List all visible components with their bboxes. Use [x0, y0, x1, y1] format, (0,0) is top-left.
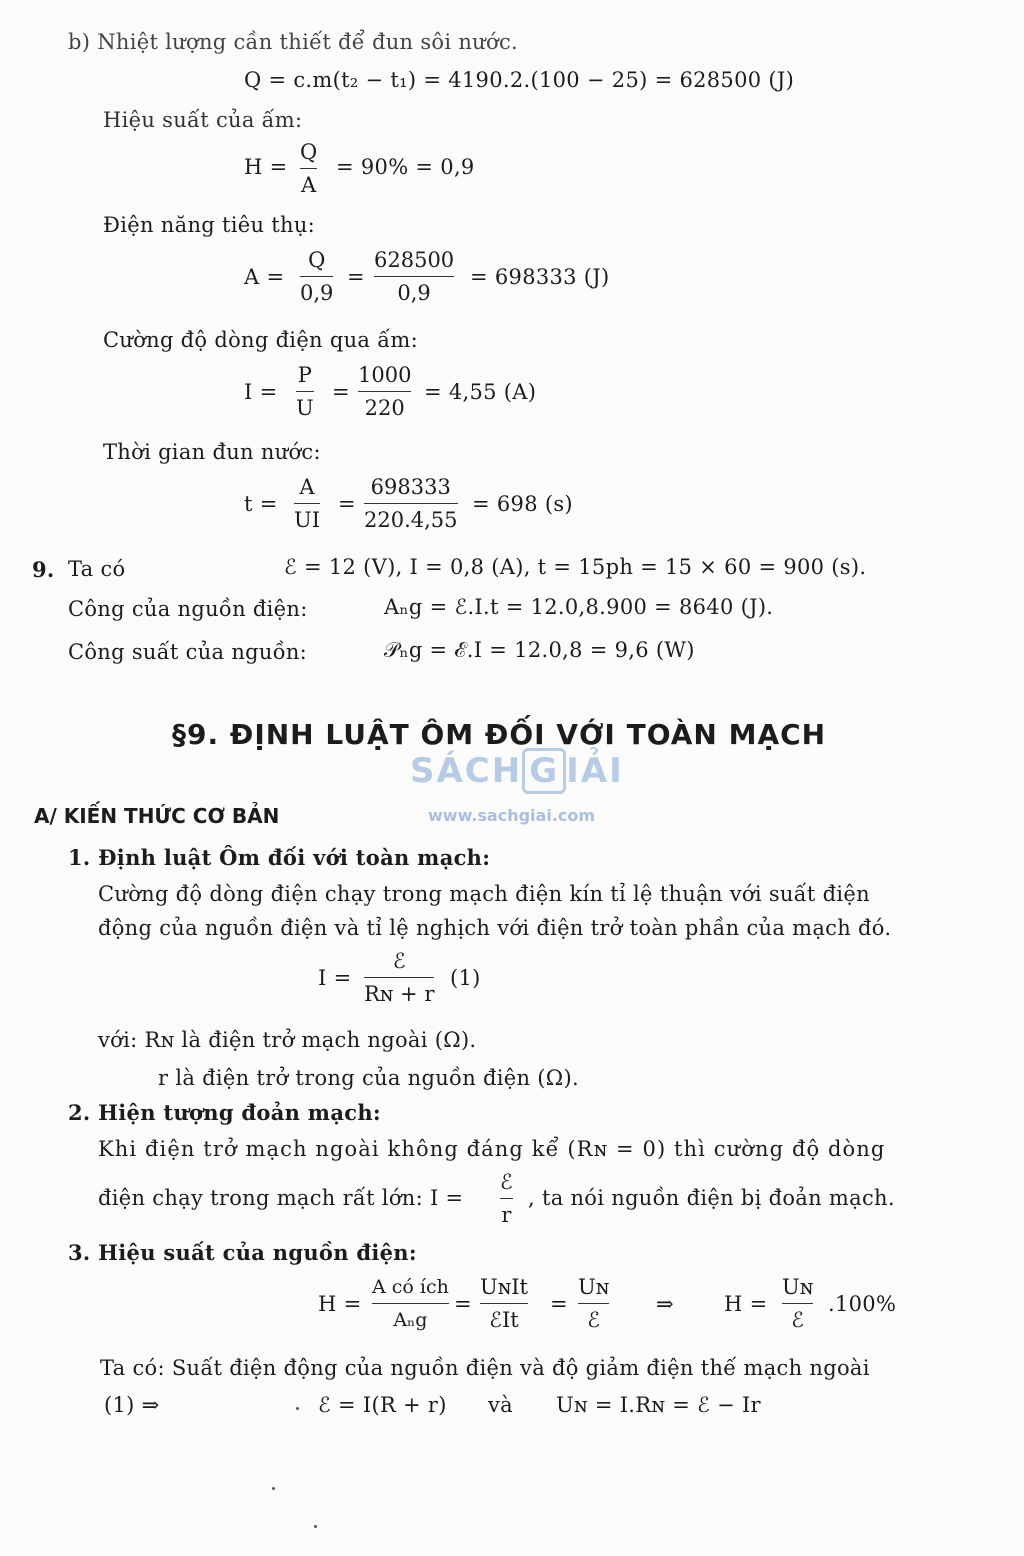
t-denominator-2: 220.4,55	[364, 508, 458, 532]
eff-denominator-3: ℰ	[587, 1308, 600, 1332]
h-numerator: Q	[300, 140, 318, 164]
i-numerator-1: P	[297, 363, 312, 387]
theory-heading: A/ KIẾN THỨC CƠ BẢN	[34, 804, 280, 828]
item2-title: 2. Hiện tượng đoản mạch:	[68, 1100, 381, 1125]
eff2-fraction	[782, 1273, 813, 1334]
item1-line2: động của nguồn điện và tỉ lệ nghịch với điện trở toàn phần của mạch đó.	[98, 916, 892, 940]
item1-title: 1. Định luật Ôm đối với toàn mạch:	[68, 845, 491, 870]
watermark-text-g: G	[529, 751, 560, 791]
t-numerator-2: 698333	[370, 475, 451, 499]
fraction-bar	[480, 1303, 528, 1304]
fraction-bar	[374, 276, 454, 277]
problem-given: ℰ = 12 (V), I = 0,8 (A), t = 15ph = 15 × 60 = 900 (s).	[284, 555, 867, 579]
watermark-text-a: SÁCH	[410, 751, 523, 791]
eff-numerator-1: A có ích	[372, 1276, 449, 1298]
i-fraction-1	[296, 361, 314, 422]
i-denominator-2: 220	[364, 396, 405, 420]
law-lhs: I =	[318, 966, 352, 990]
eff-fraction-2	[480, 1273, 528, 1334]
eff-equals-2: =	[550, 1292, 568, 1316]
power-label: Công suất của nguồn:	[68, 640, 308, 664]
fraction-bar	[300, 168, 317, 169]
fraction-bar	[294, 503, 320, 504]
short-denominator: r	[501, 1203, 512, 1227]
eff-fraction-1	[372, 1273, 449, 1334]
a-denominator-2: 0,9	[397, 281, 431, 305]
t-rhs: = 698 (s)	[472, 492, 573, 516]
energy-label: Điện năng tiêu thụ:	[103, 213, 316, 237]
watermark-g-box	[522, 748, 566, 794]
fraction-bar	[364, 503, 458, 504]
i-denominator-1: U	[296, 396, 314, 420]
t-equals: =	[338, 492, 356, 516]
t-denominator-1: UI	[294, 508, 320, 532]
eff2-numerator: Uɴ	[782, 1275, 814, 1299]
fraction-bar	[782, 1303, 813, 1304]
short-circuit-fraction	[500, 1168, 513, 1229]
time-label: Thời gian đun nước:	[103, 440, 321, 464]
h-rhs: = 90% = 0,9	[336, 155, 475, 179]
i-equals: =	[332, 380, 350, 404]
eff2-rhs: .100%	[828, 1292, 897, 1316]
problem-number: 9.	[32, 557, 55, 582]
watermark-url: www.sachgiai.com	[428, 806, 596, 825]
power-formula: 𝒫ₙg = ℰ.I = 12.0,8 = 9,6 (W)	[384, 638, 695, 662]
h-denominator: A	[301, 173, 317, 197]
section-title: §9. ĐỊNH LUẬT ÔM ĐỐI VỚI TOÀN MẠCH	[172, 718, 827, 751]
closing-line2-d: Uɴ = I.Rɴ = ℰ − Ir	[556, 1393, 761, 1417]
a-fraction-2	[374, 246, 454, 307]
eff-numerator-2: UɴIt	[480, 1275, 528, 1299]
closing-line2-a: (1) ⇒	[104, 1393, 160, 1417]
fraction-bar	[296, 391, 314, 392]
short-numerator: ℰ	[500, 1170, 513, 1194]
with-rn: với: Rɴ là điện trở mạch ngoài (Ω).	[98, 1028, 477, 1052]
closing-line2-b: ℰ = I(R + r)	[318, 1393, 447, 1417]
closing-line2-c: và	[488, 1393, 513, 1417]
law-denominator: Rɴ + r	[364, 982, 435, 1006]
q-formula: Q = c.m(t₂ − t₁) = 4190.2.(100 − 25) = 628500 (J)	[244, 68, 795, 92]
a-equals: =	[347, 265, 365, 289]
item2-line1: Khi điện trở mạch ngoài không đáng kể (Rɴ = 0) thì cường độ dòng	[98, 1137, 886, 1161]
h-fraction	[300, 138, 317, 199]
item2-line2-a: điện chạy trong mạch rất lớn: I =	[98, 1186, 464, 1210]
eff2-lhs: H =	[724, 1292, 768, 1316]
eff-denominator-1: Aₙg	[393, 1309, 428, 1331]
t-fraction-1	[294, 473, 320, 534]
t-lhs: t =	[244, 492, 278, 516]
efficiency-label: Hiệu suất của ấm:	[103, 108, 303, 132]
fraction-bar	[300, 276, 333, 277]
work-label: Công của nguồn điện:	[68, 597, 308, 621]
eff2-denominator: ℰ	[791, 1308, 804, 1332]
fraction-bar	[364, 977, 434, 978]
closing-line1: Ta có: Suất điện động của nguồn điện và độ giảm điện thế mạch ngoài	[100, 1356, 870, 1380]
law-numerator: ℰ	[392, 949, 406, 973]
eff-lhs: H =	[318, 1292, 362, 1316]
problem-intro: Ta có	[68, 557, 126, 581]
scan-speck	[272, 1487, 275, 1490]
i-fraction-2	[358, 361, 411, 422]
eff-fraction-3	[578, 1273, 609, 1334]
t-fraction-2	[364, 473, 458, 534]
watermark-logo	[410, 748, 624, 794]
i-lhs: I =	[244, 380, 278, 404]
a-numerator-1: Q	[308, 248, 326, 272]
with-r: r là điện trở trong của nguồn điện (Ω).	[158, 1066, 579, 1090]
t-numerator-1: A	[299, 475, 315, 499]
a-numerator-2: 628500	[374, 248, 455, 272]
fraction-bar	[372, 1303, 449, 1304]
watermark-text-b: IẢI	[566, 751, 624, 791]
fraction-bar	[500, 1198, 513, 1199]
fraction-bar	[358, 391, 411, 392]
fraction-bar	[578, 1303, 609, 1304]
eff-denominator-2: ℰIt	[489, 1308, 519, 1332]
eff-arrow: ⇒	[656, 1292, 674, 1316]
scan-speck	[296, 1407, 299, 1410]
a-denominator-1: 0,9	[300, 281, 334, 305]
law-tag: (1)	[450, 966, 481, 990]
b-intro-line: b) Nhiệt lượng cần thiết để đun sôi nước.	[68, 30, 518, 54]
a-rhs: = 698333 (J)	[470, 265, 610, 289]
eff-numerator-3: Uɴ	[578, 1275, 610, 1299]
a-fraction-1	[300, 246, 333, 307]
item3-title: 3. Hiệu suất của nguồn điện:	[68, 1240, 417, 1265]
i-numerator-2: 1000	[358, 363, 412, 387]
a-lhs: A =	[244, 265, 285, 289]
law-fraction	[364, 947, 434, 1008]
eff-equals-1: =	[454, 1292, 472, 1316]
item2-line2-b: , ta nói nguồn điện bị đoản mạch.	[528, 1186, 895, 1210]
h-lhs: H =	[244, 155, 288, 179]
current-label: Cường độ dòng điện qua ấm:	[103, 328, 418, 352]
scan-speck	[314, 1525, 317, 1528]
item1-line1: Cường độ dòng điện chạy trong mạch điện kín tỉ lệ thuận với suất điện	[98, 882, 870, 906]
work-formula: Aₙg = ℰ.I.t = 12.0,8.900 = 8640 (J).	[384, 595, 774, 619]
i-rhs: = 4,55 (A)	[424, 380, 537, 404]
